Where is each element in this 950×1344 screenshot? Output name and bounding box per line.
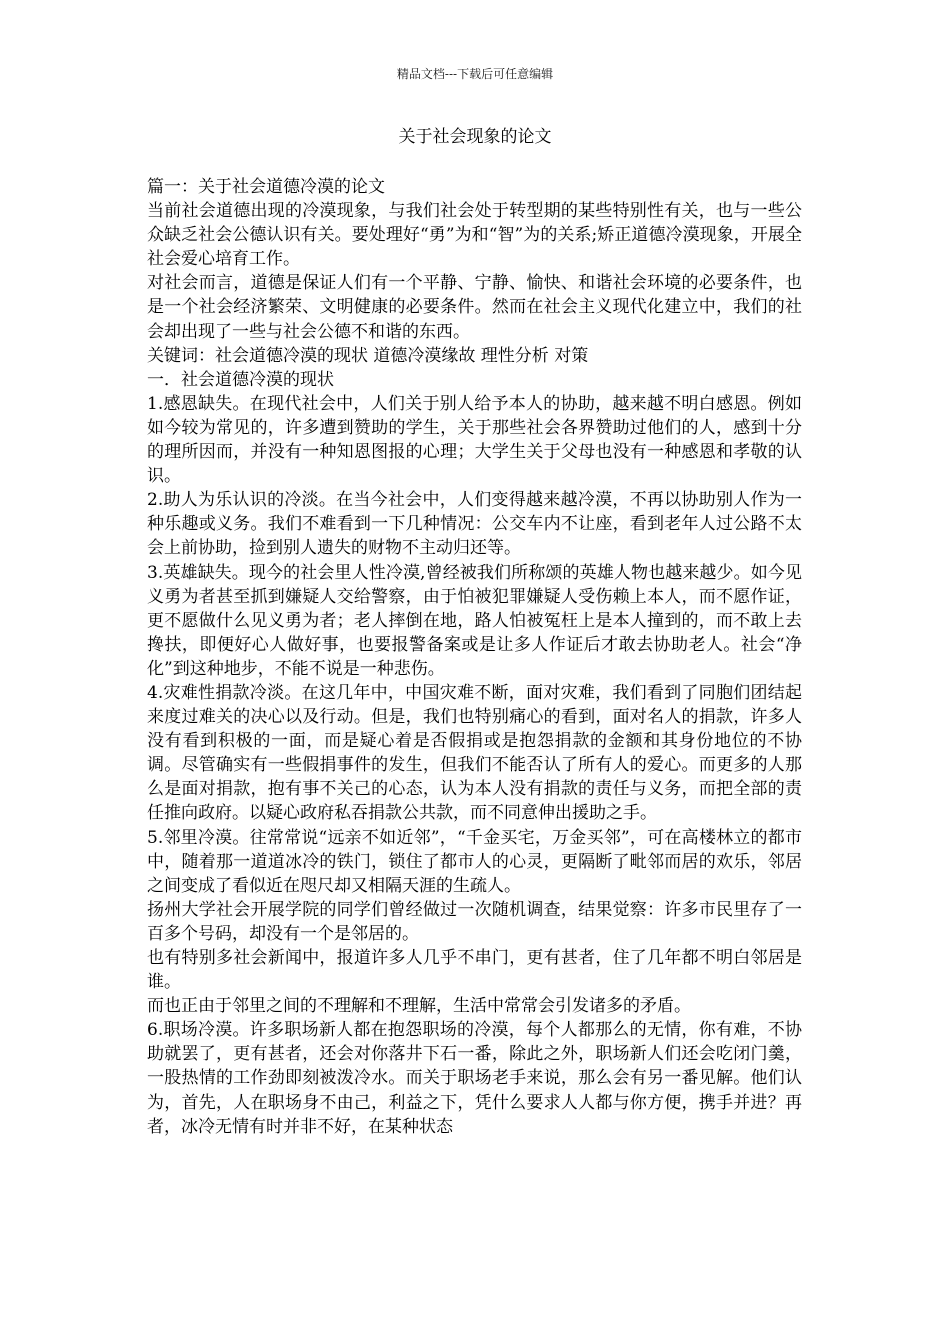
paragraph: 扬州大学社会开展学院的同学们曾经做过一次随机调查，结果觉察：许多市民里存了一百多个号码，却没有一个是邻居的。 — [147, 899, 802, 944]
keywords-line: 关键词：社会道德冷漠的现状 道德冷漠缘故 理性分析 对策 — [147, 345, 589, 366]
section-heading: 篇一：关于社会道德冷漠的论文 — [147, 177, 385, 197]
paragraph: 也有特别多社会新闻中，报道许多人几乎不串门，更有甚者，住了几年都不明白邻居是谁。 — [147, 948, 802, 993]
paragraph: 而也正由于邻里之间的不理解和不理解，生活中常常会引发诸多的矛盾。 — [147, 996, 691, 1017]
section-heading: 一．社会道德冷漠的现状 — [147, 369, 334, 390]
header-note: 精品文档---下载后可任意编辑 — [396, 67, 554, 81]
document-title: 关于社会现象的论文 — [398, 127, 552, 147]
paragraph: 6.职场冷漠。许多职场新人都在抱怨职场的冷漠，每个人都那么的无情，你有难，不协助就罢了，更有甚者，还会对你落井下石一番，除此之外，职场新人们还会吃闭门羹，一股热情的工作劲即刻被泼冷水。而关于职场老手来说，那么会有另一番见解。他们认为，首先，人在职场身不由己，利益之下，凭什么要求人人都与你方便，携手并进？再者，冰冷无情有时并非不好，在某种状态 — [147, 1020, 802, 1137]
paragraph: 当前社会道德出现的冷漠现象，与我们社会处于转型期的某些特别性有关，也与一些公众缺乏社会公德认识有关。要处理好“勇”为和“智”为的关系;矫正道德冷漠现象，开展全社会爱心培育工作。 — [147, 201, 802, 270]
paragraph: 5.邻里冷漠。往常常说“远亲不如近邻”，“千金买宅，万金买邻”，可在高楼林立的都市中，随着那一道道冰冷的铁门，锁住了都市人的心灵，更隔断了毗邻而居的欢乐，邻居之间变成了看似近在咫尺却又相隔天涯的生疏人。 — [147, 827, 802, 896]
document-body — [147, 175, 802, 1139]
paragraph: 4.灾难性捐款冷淡。在这几年中，中国灾难不断，面对灾难，我们看到了同胞们团结起来度过难关的决心以及行动。但是，我们也特别痛心的看到，面对名人的捐款，许多人没有看到积极的一面，而是疑心着是否假捐或是抱怨捐款的金额和其身份地位的不协调。尽管确实有一些假捐事件的发生，但我们不能否认了所有人的爱心。而更多的人那么是面对捐款，抱有事不关己的心态，认为本人没有捐款的责任与义务，而把全部的责任推向政府。以疑心政府私吞捐款公共款，而不同意伸出援助之手。 — [147, 682, 802, 824]
paragraph: 对社会而言，道德是保证人们有一个平静、宁静、愉快、和谐社会环境的必要条件，也是一个社会经济繁荣、文明健康的必要条件。然而在社会主义现代化建立中，我们的社会却出现了一些与社会公德不和谐的东西。 — [147, 273, 802, 342]
paragraph: 1.感恩缺失。在现代社会中，人们关于别人给予本人的协助，越来越不明白感恩。例如如今较为常见的，许多遭到赞助的学生，关于那些社会各界赞助过他们的人，感到十分的理所因而，并没有一种知恩图报的心理；大学生关于父母也没有一种感恩和孝敬的认识。 — [147, 393, 802, 487]
paragraph: 2.助人为乐认识的冷淡。在当今社会中，人们变得越来越冷漠，不再以协助别人作为一种乐趣或义务。我们不难看到一下几种情况：公交车内不让座，看到老年人过公路不太会上前协助，捡到别人遗失的财物不主动归还等。 — [147, 490, 802, 559]
paragraph: 3.英雄缺失。现今的社会里人性冷漠,曾经被我们所称颂的英雄人物也越来越少。如今见义勇为者甚至抓到嫌疑人交给警察，由于怕被犯罪嫌疑人受伤赖上本人，而不愿作证，更不愿做什么见义勇为者；老人摔倒在地，路人怕被冤枉上是本人撞到的，而不敢上去搀扶，即便好心人做好事，也要报警备案或是让多人作证后才敢去协助老人。社会“净化”到这种地步，不能不说是一种悲伤。 — [147, 562, 802, 679]
